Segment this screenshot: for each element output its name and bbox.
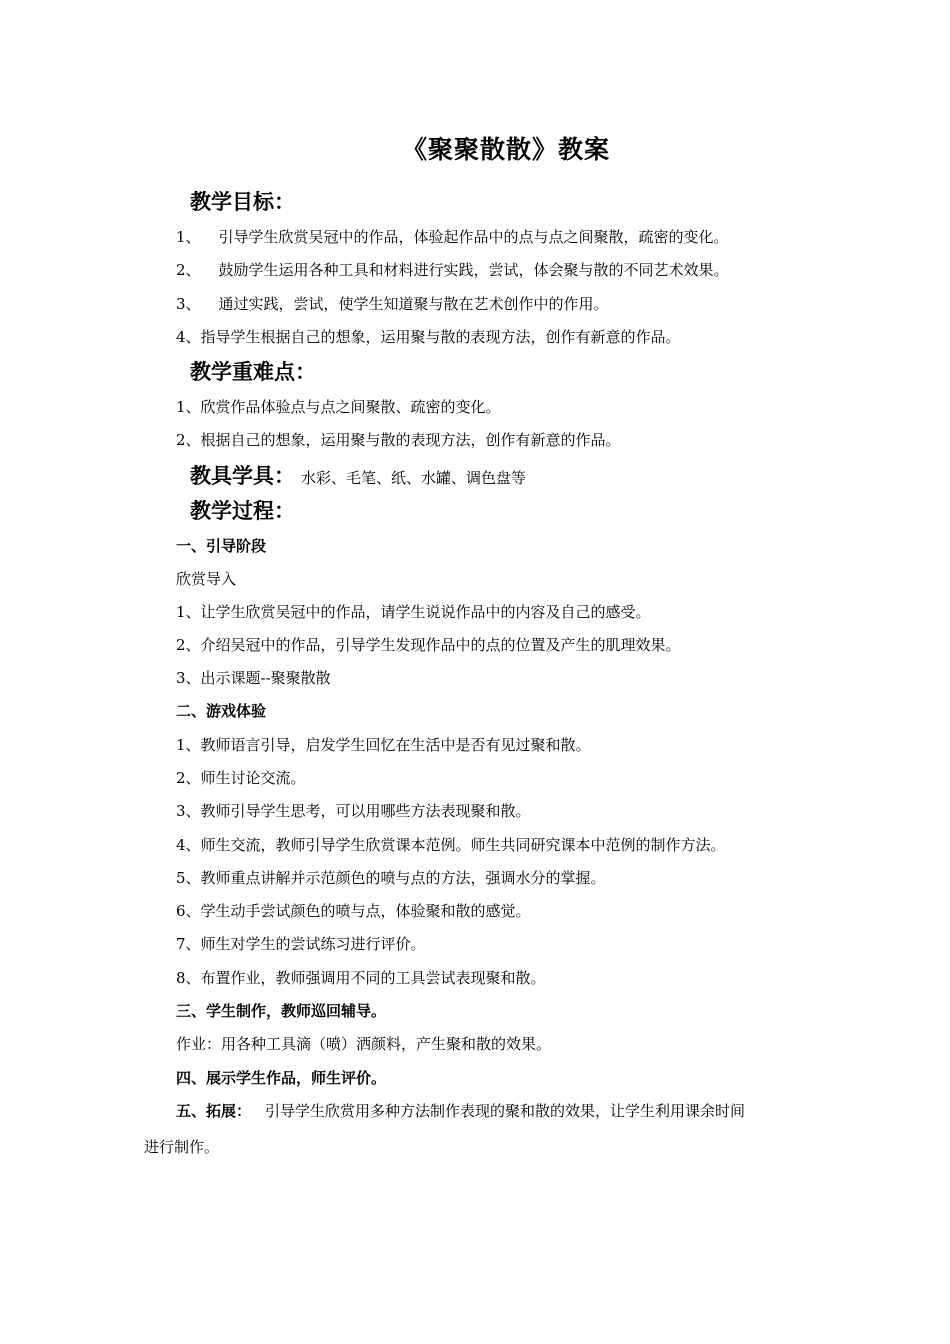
section-guide-intro: 欣赏导入 (176, 570, 237, 588)
section-game-item-3: 3、教师引导学生思考，可以用哪些方法表现聚和散。 (176, 802, 531, 820)
section-game-item-1: 1、教师语言引导，启发学生回忆在生活中是否有见过聚和散。 (176, 736, 591, 754)
keypoint-item-1: 1、欣赏作品体验点与点之间聚散、疏密的变化。 (176, 398, 501, 416)
section-guide-item-3: 3、出示课题--聚聚散散 (176, 669, 331, 687)
section-extend (176, 1100, 745, 1121)
section-game-item-4: 4、师生交流，教师引导学生欣赏课本范例。师生共同研究课本中范例的制作方法。 (176, 836, 726, 854)
process-heading: 教学过程： (190, 499, 295, 523)
keypoints-heading: 教学重难点： (190, 360, 316, 384)
section-extend-label: 五、拓展： (176, 1102, 252, 1120)
section-game-title: 二、游戏体验 (176, 702, 267, 720)
tools-list: 水彩、毛笔、纸、水罐、调色盘等 (301, 469, 527, 487)
keypoint-item-2: 2、根据自己的想象，运用聚与散的表现方法，创作有新意的作品。 (176, 431, 621, 449)
tools-heading: 教具学具： 水彩、毛笔、纸、水罐、调色盘等 (190, 464, 527, 488)
section-show-title: 四、展示学生作品，师生评价。 (176, 1069, 387, 1087)
objective-item-4: 4、指导学生根据自己的想象，运用聚与散的表现方法，创作有新意的作品。 (176, 328, 681, 346)
objective-item-3: 3、 通过实践，尝试，使学生知道聚与散在艺术创作中的作用。 (176, 295, 609, 313)
section-guide-title: 一、引导阶段 (176, 537, 267, 555)
section-game-item-7: 7、师生对学生的尝试练习进行评价。 (176, 935, 426, 953)
section-extend-text: 引导学生欣赏用多种方法制作表现的聚和散的效果，让学生利用课余时间 (265, 1102, 746, 1120)
section-make-title: 三、学生制作，教师巡回辅导。 (176, 1002, 387, 1020)
section-game-item-5: 5、教师重点讲解并示范颜色的喷与点的方法，强调水分的掌握。 (176, 869, 606, 887)
section-guide-item-1: 1、让学生欣赏吴冠中的作品，请学生说说作品中的内容及自己的感受。 (176, 603, 651, 621)
section-make-homework: 作业：用各种工具滴（喷）洒颜料，产生聚和散的效果。 (176, 1035, 552, 1053)
section-game-item-8: 8、布置作业，教师强调用不同的工具尝试表现聚和散。 (176, 969, 546, 987)
document-title: 《聚聚散散》教案 (401, 135, 610, 164)
objective-item-1: 1、 引导学生欣赏吴冠中的作品，体验起作品中的点与点之间聚散，疏密的变化。 (176, 228, 729, 246)
section-extend-text-cont: 进行制作。 (144, 1138, 220, 1156)
section-guide-item-2: 2、介绍吴冠中的作品，引导学生发现作品中的点的位置及产生的肌理效果。 (176, 636, 681, 654)
section-game-item-2: 2、师生讨论交流。 (176, 769, 306, 787)
section-game-item-6: 6、学生动手尝试颜色的喷与点，体验聚和散的感觉。 (176, 902, 531, 920)
objectives-heading: 教学目标： (190, 190, 295, 214)
objective-item-2: 2、 鼓励学生运用各种工具和材料进行实践，尝试，体会聚与散的不同艺术效果。 (176, 261, 729, 279)
